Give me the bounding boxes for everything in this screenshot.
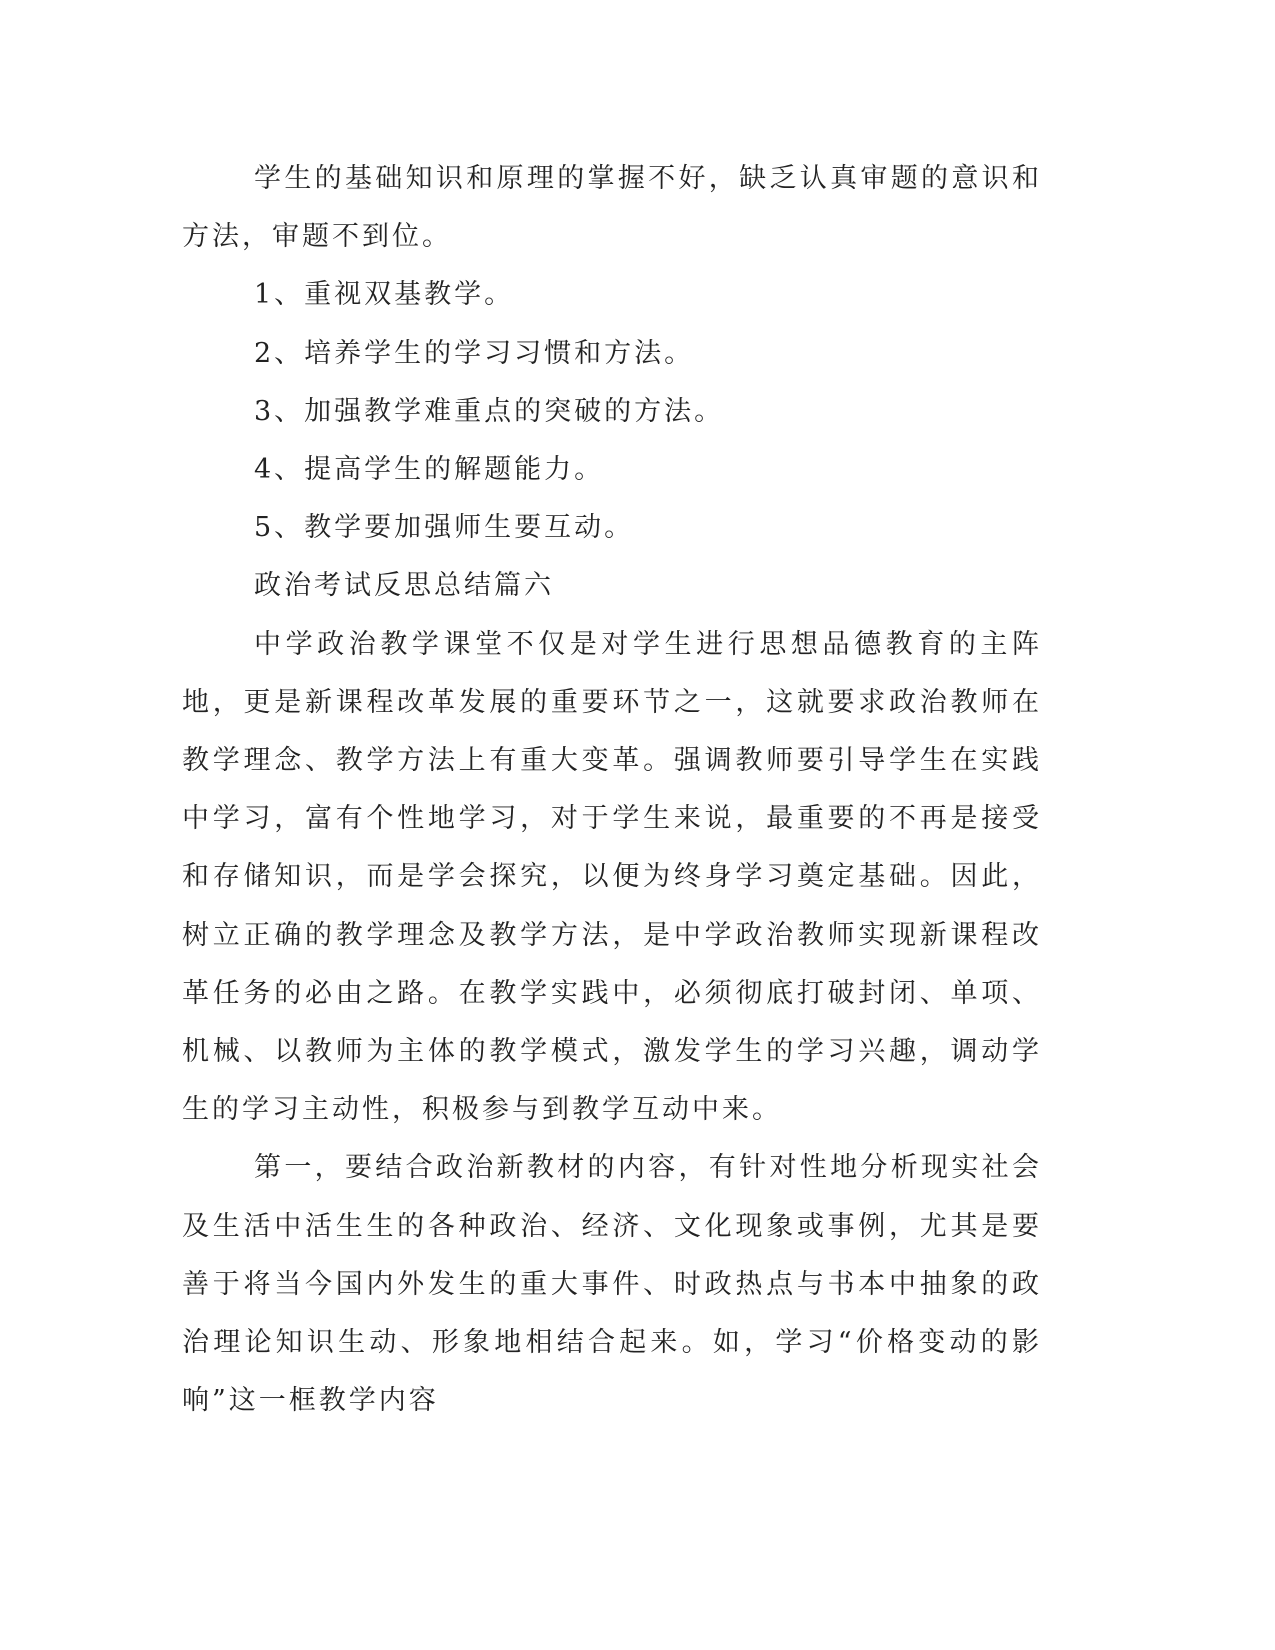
list-item-1: 1、重视双基教学。 xyxy=(254,279,515,311)
paragraph-first-point: 第一，要结合政治新教材的内容，有针对性地分析现实社会及生活中活生生的各种政治、经济、文化现象或事例，尤其是要善于将当今国内外发生的重大事件、时政热点与书本中抽象的政治理论知识生动、形象地相结合起来。如，学习“价格变动的影响”这一框教学内容 xyxy=(182,1152,1042,1417)
list-item-2: 2、培养学生的学习习惯和方法。 xyxy=(254,337,695,369)
list-item-4: 4、提高学生的解题能力。 xyxy=(254,454,605,486)
list-item-3: 3、加强教学难重点的突破的方法。 xyxy=(254,395,725,427)
paragraph-intro: 学生的基础知识和原理的掌握不好，缺乏认真审题的意识和方法，审题不到位。 xyxy=(182,163,1042,253)
paragraph-teaching-reform: 中学政治教学课堂不仅是对学生进行思想品德教育的主阵地，更是新课程改革发展的重要环节之一，这就要求政治教师在教学理念、教学方法上有重大变革。强调教师要引导学生在实践中学习，富有个性地学习，对于学生来说，最重要的不再是接受和存储知识，而是学会探究，以便为终身学习奠定基础。因此，树立正确的教学理念及教学方法，是中学政治教师实现新课程改革任务的必由之路。在教学实践中，必须彻底打破封闭、单项、机械、以教师为主体的教学模式，激发学生的学习兴趣，调动学生的学习主动性，积极参与到教学互动中来。 xyxy=(182,628,1042,1126)
list-item-5: 5、教学要加强师生要互动。 xyxy=(254,512,635,544)
document-body xyxy=(182,150,1042,1430)
section-heading: 政治考试反思总结篇六 xyxy=(254,570,554,602)
